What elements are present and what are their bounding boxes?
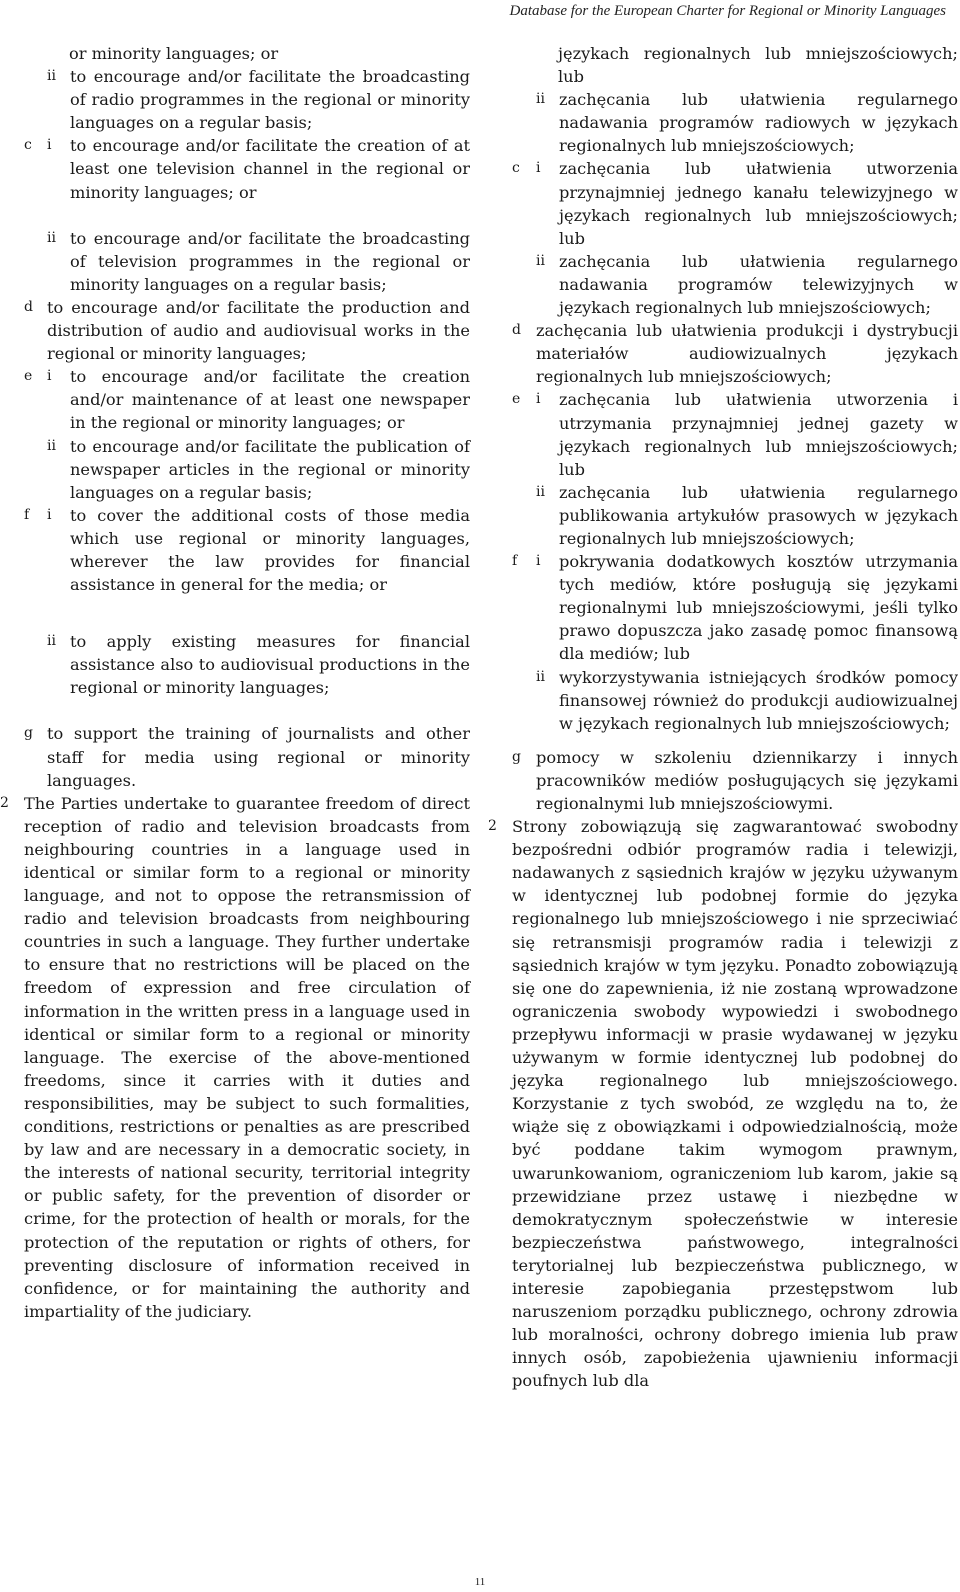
en-item-e-ii: ii to encourage and/or facilitate the publication of newspaper articles in the regional or minority languages on a regular basis; (0, 435, 470, 504)
marker-ii: ii (47, 68, 56, 85)
en-item-c-i: c i to encourage and/or facilitate the creation of at least one television channel in the regional or minority languages; or (0, 134, 470, 203)
pl-item-f-ii: ii wykorzystywania istniejących środków pomocy finansowej również do produkcji audiowizualnej w językach regionalnych lub mniejszościowych; (512, 666, 958, 735)
en-item-f-ii: ii to apply existing measures for financial assistance also to audiovisual productions in the regional or minority languages; (0, 630, 470, 699)
marker-d: d (512, 322, 521, 339)
marker-2: 2 (0, 794, 9, 811)
marker-g: g (512, 748, 521, 765)
pl-item-e-ii: ii zachęcania lub ułatwienia regularnego publikowania artykułów prasowych w językach regionalnych lub mniejszościowych; (512, 481, 958, 550)
marker-i: i (47, 506, 52, 523)
marker-ii: ii (536, 668, 545, 685)
marker-c: c (24, 137, 32, 154)
marker-g: g (24, 725, 33, 742)
running-header: Database for the European Charter for Regional or Minority Languages (509, 3, 946, 19)
en-item-d: d to encourage and/or facilitate the production and distribution of audio and audiovisual works in the regional or minority languages; (0, 296, 470, 365)
pl-item-b-ii: ii zachęcania lub ułatwienia regularnego nadawania programów radiowych w językach regionalnych lub mniejszościowych; (512, 88, 958, 157)
en-item-e-i: e i to encourage and/or facilitate the creation and/or maintenance of at least one newspaper in the regional or minority languages; or (0, 365, 470, 434)
marker-ii: ii (536, 483, 545, 500)
en-item-g: g to support the training of journalists and other staff for media using regional or minority languages. (0, 722, 470, 791)
page-number: 11 (474, 1576, 486, 1588)
pl-paragraph-2: 2 Strony zobowiązują się zagwarantować swobodny bezpośredni odbiór programów radia i telewizji, nadawanych z sąsiednich krajów w języku używanym w identycznej lub podobnej formie do języka regionalnego lub mniejszościowego i nie sprzeciwiać się retransmisji programów radia i telewizji z sąsiednich krajów w tym języku. Ponadto zobowiązują się one do zapewnienia, iż nie zostaną wprowadzone ograniczenia swobody wypowiedzi i swobodnego przepływu informacji w prasie wydawanej w języku używanym w formie identycznej lub podobnej do języka regionalnego lub mniejszościowego. Korzystanie z tych swobód, ze względu na to, że wiąże się z obowiązkami i odpowiedzialnością, może być poddane takim wymogom prawnym, uwarunkowaniom, ograniczeniom lub karom, jakie są przewidziane przez ustawę i niezbędne w demokratycznym społeczeństwie w interesie bezpieczeństwa państwowego, integralności terytorialnej lub bezpieczeństwa publicznego, w interesie zapobiegania przestępstwom lub naruszeniom porządku publicznego, ochrony zdrowia lub moralności, ochrony dobrego imienia lub praw innych osób, zapobieżenia ujawnieniu informacji poufnych lub dla (488, 815, 958, 1392)
pl-item-e-i: e i zachęcania lub ułatwienia utworzenia i utrzymania przynajmniej jednej gazety w językach regionalnych lub mniejszościowych; lub (512, 388, 958, 480)
marker-e: e (512, 391, 521, 408)
pl-item-d: d zachęcania lub ułatwienia produkcji i dystrybucji materiałów audiowizualnych językach regionalnych lub mniejszościowych; (512, 319, 958, 388)
pl-item-g: g pomocy w szkoleniu dziennikarzy i innych pracowników mediów posługujących się językami regionalnymi lub mniejszościowymi. (512, 746, 958, 815)
marker-i: i (47, 137, 52, 154)
marker-f: f (512, 553, 518, 570)
marker-e: e (24, 368, 33, 385)
marker-i: i (47, 368, 52, 385)
english-column (0, 42, 470, 1323)
marker-i: i (536, 553, 541, 570)
marker-d: d (24, 298, 33, 315)
marker-ii: ii (536, 252, 545, 269)
marker-f: f (24, 506, 30, 523)
pl-intro: językach regionalnych lub mniejszościowych; lub (558, 44, 958, 87)
en-item-f-i: f i to cover the additional costs of those media which use regional or minority languages, wherever the law provides for financial assistance in general for the media; or (0, 504, 470, 596)
pl-item-c-i: c i zachęcania lub ułatwienia utworzenia przynajmniej jednego kanału telewizyjnego w językach regionalnych lub mniejszościowych; lub (512, 157, 958, 249)
pl-item-c-ii: ii zachęcania lub ułatwienia regularnego nadawania programów telewizyjnych w językach regionalnych lub mniejszościowych; (512, 250, 958, 319)
marker-ii: ii (47, 229, 56, 246)
marker-ii: ii (47, 633, 56, 650)
pl-item-f-i: f i pokrywania dodatkowych kosztów utrzymania tych mediów, które posługują się językami regionalnymi lub mniejszościowymi, jeśli tylko prawo dopuszcza jako zasadę pomoc finansową dla mediów; lub (512, 550, 958, 665)
en-item-c-ii: ii to encourage and/or facilitate the broadcasting of television programmes in the regional or minority languages on a regular basis; (0, 227, 470, 296)
marker-i: i (536, 391, 541, 408)
en-intro: or minority languages; or (69, 44, 279, 63)
marker-2: 2 (488, 818, 497, 835)
marker-i: i (536, 160, 541, 177)
marker-c: c (512, 160, 520, 177)
marker-ii: ii (47, 437, 56, 454)
marker-ii: ii (536, 91, 545, 108)
en-item-b-ii: ii to encourage and/or facilitate the broadcasting of radio programmes in the regional or minority languages on a regular basis; (0, 65, 470, 134)
en-paragraph-2: 2 The Parties undertake to guarantee freedom of direct reception of radio and television broadcasts from neighbouring countries in a language used in identical or similar form to a regional or minority language, and not to oppose the retransmission of radio and television broadcasts from neighbouring countries in such a language. They further undertake to ensure that no restrictions will be placed on the freedom of expression and free circulation of information in the written press in a language used in identical or similar form to a regional or minority language. The exercise of the above-mentioned freedoms, since it carries with it duties and responsibilities, may be subject to such formalities, conditions, restrictions or penalties as are prescribed by law and are necessary in a democratic society, in the interests of national security, territorial integrity or public safety, for the prevention of disorder or crime, for the protection of health or morals, for the protection of the reputation or rights of others, for preventing disclosure of information received in confidence, or for maintaining the authority and impartiality of the judiciary. (0, 792, 470, 1323)
polish-column (488, 42, 958, 1392)
